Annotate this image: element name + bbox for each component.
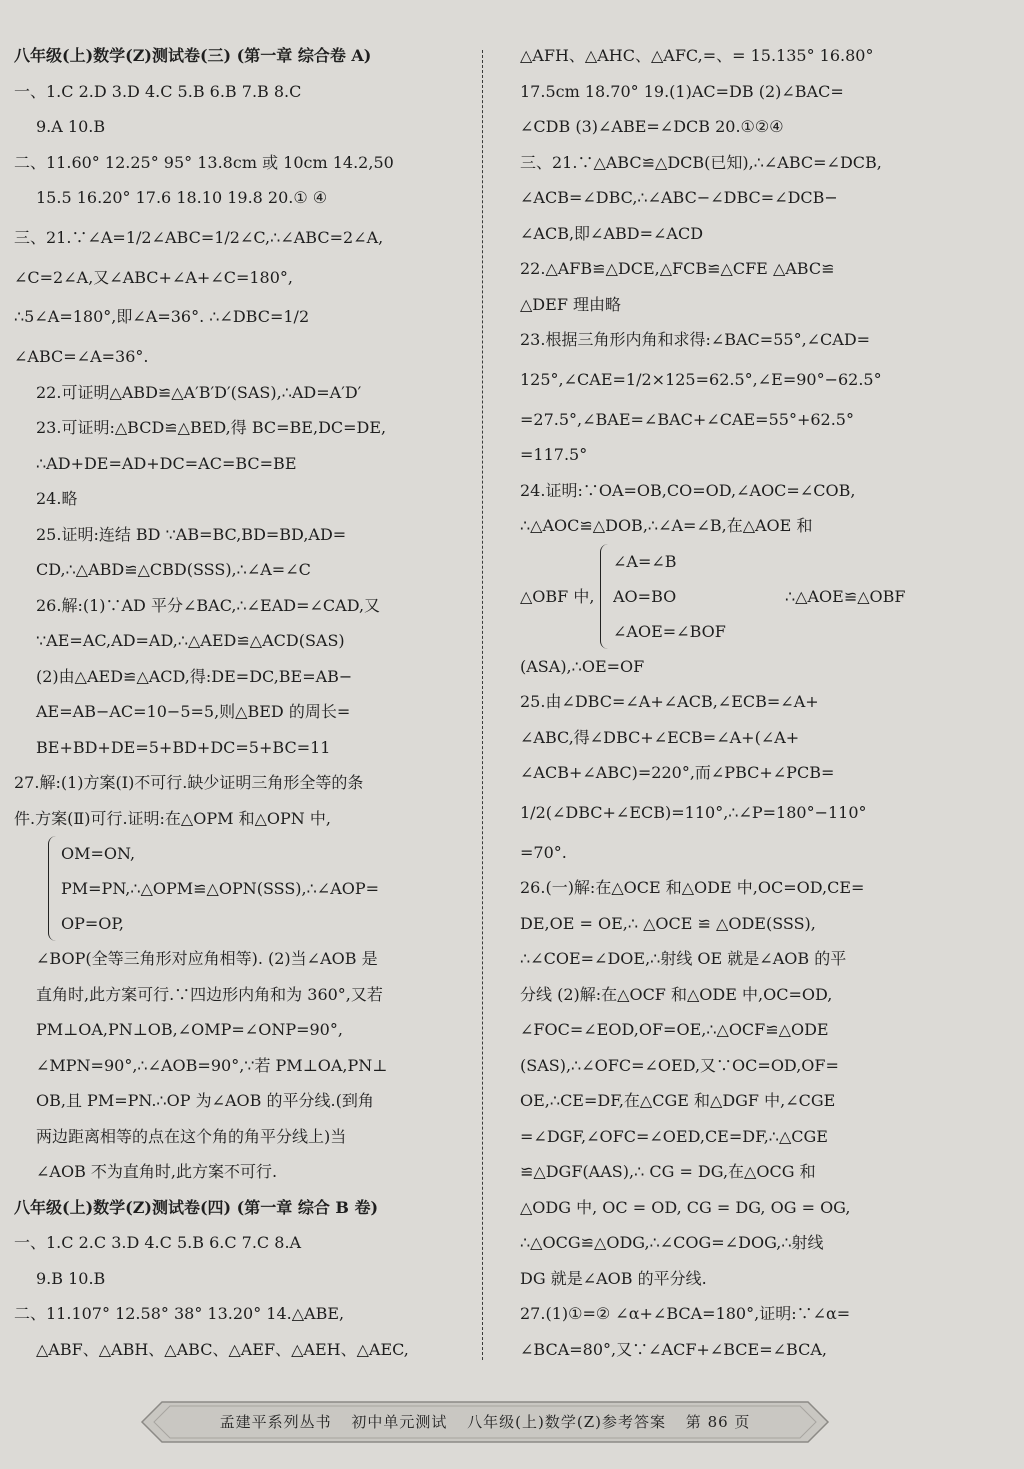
page-footer <box>140 1400 830 1444</box>
answer-line: ∠AOB 不为直角时,此方案不可行. <box>36 1162 278 1181</box>
brace-line: PM=PN,∴△OPM≌△OPN(SSS),∴∠AOP= <box>61 879 380 898</box>
answer-line: ∴∠COE=∠DOE,∴射线 OE 就是∠AOB 的平 <box>520 949 847 968</box>
answer-line: 一、1.C 2.C 3.D 4.C 5.B 6.C 7.C 8.A <box>14 1233 302 1252</box>
equation-brace <box>48 836 464 941</box>
answer-line: 三、21.∵△ABC≌△DCB(已知),∴∠ABC=∠DCB, <box>520 152 882 172</box>
answer-line: 23.可证明:△BCD≌△BED,得 BC=BE,DC=DE, <box>36 418 387 437</box>
answer-line: △AFH、△AHC、△AFC,=、= 15.135° 16.80° <box>520 46 874 65</box>
answer-line: 9.B 10.B <box>36 1268 106 1288</box>
answer-line: 二、11.107° 12.58° 38° 13.20° 14.△ABE, <box>14 1304 345 1323</box>
left-column <box>14 38 464 1367</box>
answer-line: AE=AB−AC=10−5=5,则△BED 的周长= <box>36 702 351 721</box>
section-title: 八年级(上)数学(Z)测试卷(三) (第一章 综合卷 A) <box>14 46 372 65</box>
footer-text <box>140 1400 830 1444</box>
answer-line: =∠DGF,∠OFC=∠OED,CE=DF,∴△CGE <box>520 1126 828 1146</box>
answer-line: △ABF、△ABH、△ABC、△AEF、△AEH、△AEC, <box>36 1339 409 1359</box>
brace-line: AO=BO <box>613 586 677 606</box>
answer-line: 二、11.60° 12.25° 95° 13.8cm 或 10cm 14.2,50 <box>14 152 394 172</box>
answer-line: 直角时,此方案可行.∵四边形内角和为 360°,又若 <box>36 984 383 1004</box>
answer-line: 15.5 16.20° 17.6 18.10 19.8 20.① ④ <box>36 188 328 207</box>
column-divider <box>482 50 483 1360</box>
brace-prefix: △OBF 中, <box>520 586 595 606</box>
answer-line: ∠ABC,得∠DBC+∠ECB=∠A+(∠A+ <box>520 727 800 747</box>
answer-line: (2)由△AED≌△ACD,得:DE=DC,BE=AB− <box>36 666 353 686</box>
answer-line: 两边距离相等的点在这个角的角平分线上)当 <box>36 1126 347 1146</box>
right-column <box>520 38 1006 1367</box>
answer-line: 分线 (2)解:在△OCF 和△ODE 中,OC=OD, <box>520 984 833 1004</box>
brace-group <box>520 544 1006 649</box>
answer-line: ∠ACB,即∠ABD=∠ACD <box>520 223 704 243</box>
answer-line: ∠FOC=∠EOD,OF=OE,∴△OCF≌△ODE <box>520 1020 829 1039</box>
answer-line: 1/2(∠DBC+∠ECB)=110°,∴∠P=180°−110° <box>520 802 867 822</box>
footer-book: 初中单元测试 <box>351 1413 448 1431</box>
footer-subject: 八年级(上)数学(Z)参考答案 <box>467 1413 667 1431</box>
answer-line: 17.5cm 18.70° 19.(1)AC=DB (2)∠BAC= <box>520 81 844 101</box>
answer-line: ∠ACB=∠DBC,∴∠ABC−∠DBC=∠DCB− <box>520 188 838 207</box>
answer-line: CD,∴△ABD≌△CBD(SSS),∴∠A=∠C <box>36 560 311 579</box>
answer-line: 27.(1)①=② ∠α+∠BCA=180°,证明:∵∠α= <box>520 1304 851 1323</box>
footer-series: 孟建平系列丛书 <box>219 1413 332 1431</box>
answer-line: 22.可证明△ABD≌△A′B′D′(SAS),∴AD=A′D′ <box>36 382 362 402</box>
answer-line: 件.方案(Ⅱ)可行.证明:在△OPM 和△OPN 中, <box>14 808 331 828</box>
equation-brace <box>600 544 726 649</box>
answer-line: (SAS),∴∠OFC=∠OED,又∵OC=OD,OF= <box>520 1055 839 1075</box>
answer-line: ∴△AOC≌△DOB,∴∠A=∠B,在△AOE 和 <box>520 516 813 535</box>
answer-line: ∠BCA=80°,又∵∠ACF+∠BCE=∠BCA, <box>520 1339 827 1359</box>
footer-page-number: 第 86 页 <box>685 1413 751 1431</box>
answer-line: =70°. <box>520 842 567 862</box>
answer-line: ∠BOP(全等三角形对应角相等). (2)当∠AOB 是 <box>36 949 378 968</box>
answer-line: 27.解:(1)方案(Ⅰ)不可行.缺少证明三角形全等的条 <box>14 773 364 792</box>
answer-line: ∠ACB+∠ABC)=220°,而∠PBC+∠PCB= <box>520 763 835 782</box>
answer-line: ∴△OCG≌△ODG,∴∠COG=∠DOG,∴射线 <box>520 1233 824 1252</box>
brace-line: ∠A=∠B <box>613 551 677 571</box>
answer-line: (ASA),∴OE=OF <box>520 656 645 676</box>
answer-line: 一、1.C 2.D 3.D 4.C 5.B 6.B 7.B 8.C <box>14 81 302 101</box>
answer-line: 26.解:(1)∵AD 平分∠BAC,∴∠EAD=∠CAD,又 <box>36 595 381 615</box>
answer-line: ∠ABC=∠A=36°. <box>14 347 149 366</box>
brace-line: ∠AOE=∠BOF <box>613 621 726 641</box>
answer-line: ≌△DGF(AAS),∴ CG = DG,在△OCG 和 <box>520 1162 816 1181</box>
answer-line: ∠CDB (3)∠ABE=∠DCB 20.①②④ <box>520 117 784 136</box>
answer-line: ∴5∠A=180°,即∠A=36°. ∴∠DBC=1/2 <box>14 307 310 326</box>
answer-line: 22.△AFB≌△DCE,△FCB≌△CFE △ABC≌ <box>520 259 835 278</box>
answer-line: △DEF 理由略 <box>520 294 622 314</box>
answer-line: OB,且 PM=PN.∴OP 为∠AOB 的平分线.(到角 <box>36 1091 374 1110</box>
answer-line: 23.根据三角形内角和求得:∠BAC=55°,∠CAD= <box>520 330 871 349</box>
answer-line: ∠MPN=90°,∴∠AOB=90°,∵若 PM⊥OA,PN⊥ <box>36 1055 388 1075</box>
answer-line: DE,OE = OE,∴ △OCE ≌ △ODE(SSS), <box>520 913 816 933</box>
answer-line: 三、21.∵∠A=1/2∠ABC=1/2∠C,∴∠ABC=2∠A, <box>14 227 384 247</box>
brace-line: OP=OP, <box>61 914 125 933</box>
answer-line: BE+BD+DE=5+BD+DC=5+BC=11 <box>36 737 331 757</box>
answer-line: =27.5°,∠BAE=∠BAC+∠CAE=55°+62.5° <box>520 409 854 429</box>
answer-line: 9.A 10.B <box>36 117 106 136</box>
answer-line: 26.(一)解:在△OCE 和△ODE 中,OC=OD,CE= <box>520 878 865 897</box>
answer-line: ∵AE=AC,AD=AD,∴△AED≌△ACD(SAS) <box>36 631 345 650</box>
brace-conclusion: ∴△AOE≌△OBF <box>785 586 906 606</box>
answer-line: 125°,∠CAE=1/2×125=62.5°,∠E=90°−62.5° <box>520 369 882 389</box>
brace-line: OM=ON, <box>61 844 136 863</box>
answer-line: ∠C=2∠A,又∠ABC+∠A+∠C=180°, <box>14 267 293 287</box>
answer-line: OE,∴CE=DF,在△CGE 和△DGF 中,∠CGE <box>520 1091 836 1110</box>
answer-line: 24.证明:∵OA=OB,CO=OD,∠AOC=∠COB, <box>520 480 856 500</box>
answer-line: DG 就是∠AOB 的平分线. <box>520 1268 707 1288</box>
answer-line: =117.5° <box>520 445 588 464</box>
answer-line: PM⊥OA,PN⊥OB,∠OMP=∠ONP=90°, <box>36 1020 343 1039</box>
section-title: 八年级(上)数学(Z)测试卷(四) (第一章 综合 B 卷) <box>14 1197 379 1217</box>
answer-line: 24.略 <box>36 489 78 508</box>
answer-line: 25.证明:连结 BD ∵AB=BC,BD=BD,AD= <box>36 524 347 544</box>
answer-line: △ODG 中, OC = OD, CG = DG, OG = OG, <box>520 1197 851 1217</box>
answer-line: 25.由∠DBC=∠A+∠ACB,∠ECB=∠A+ <box>520 692 819 711</box>
answer-line: ∴AD+DE=AD+DC=AC=BC=BE <box>36 453 297 473</box>
